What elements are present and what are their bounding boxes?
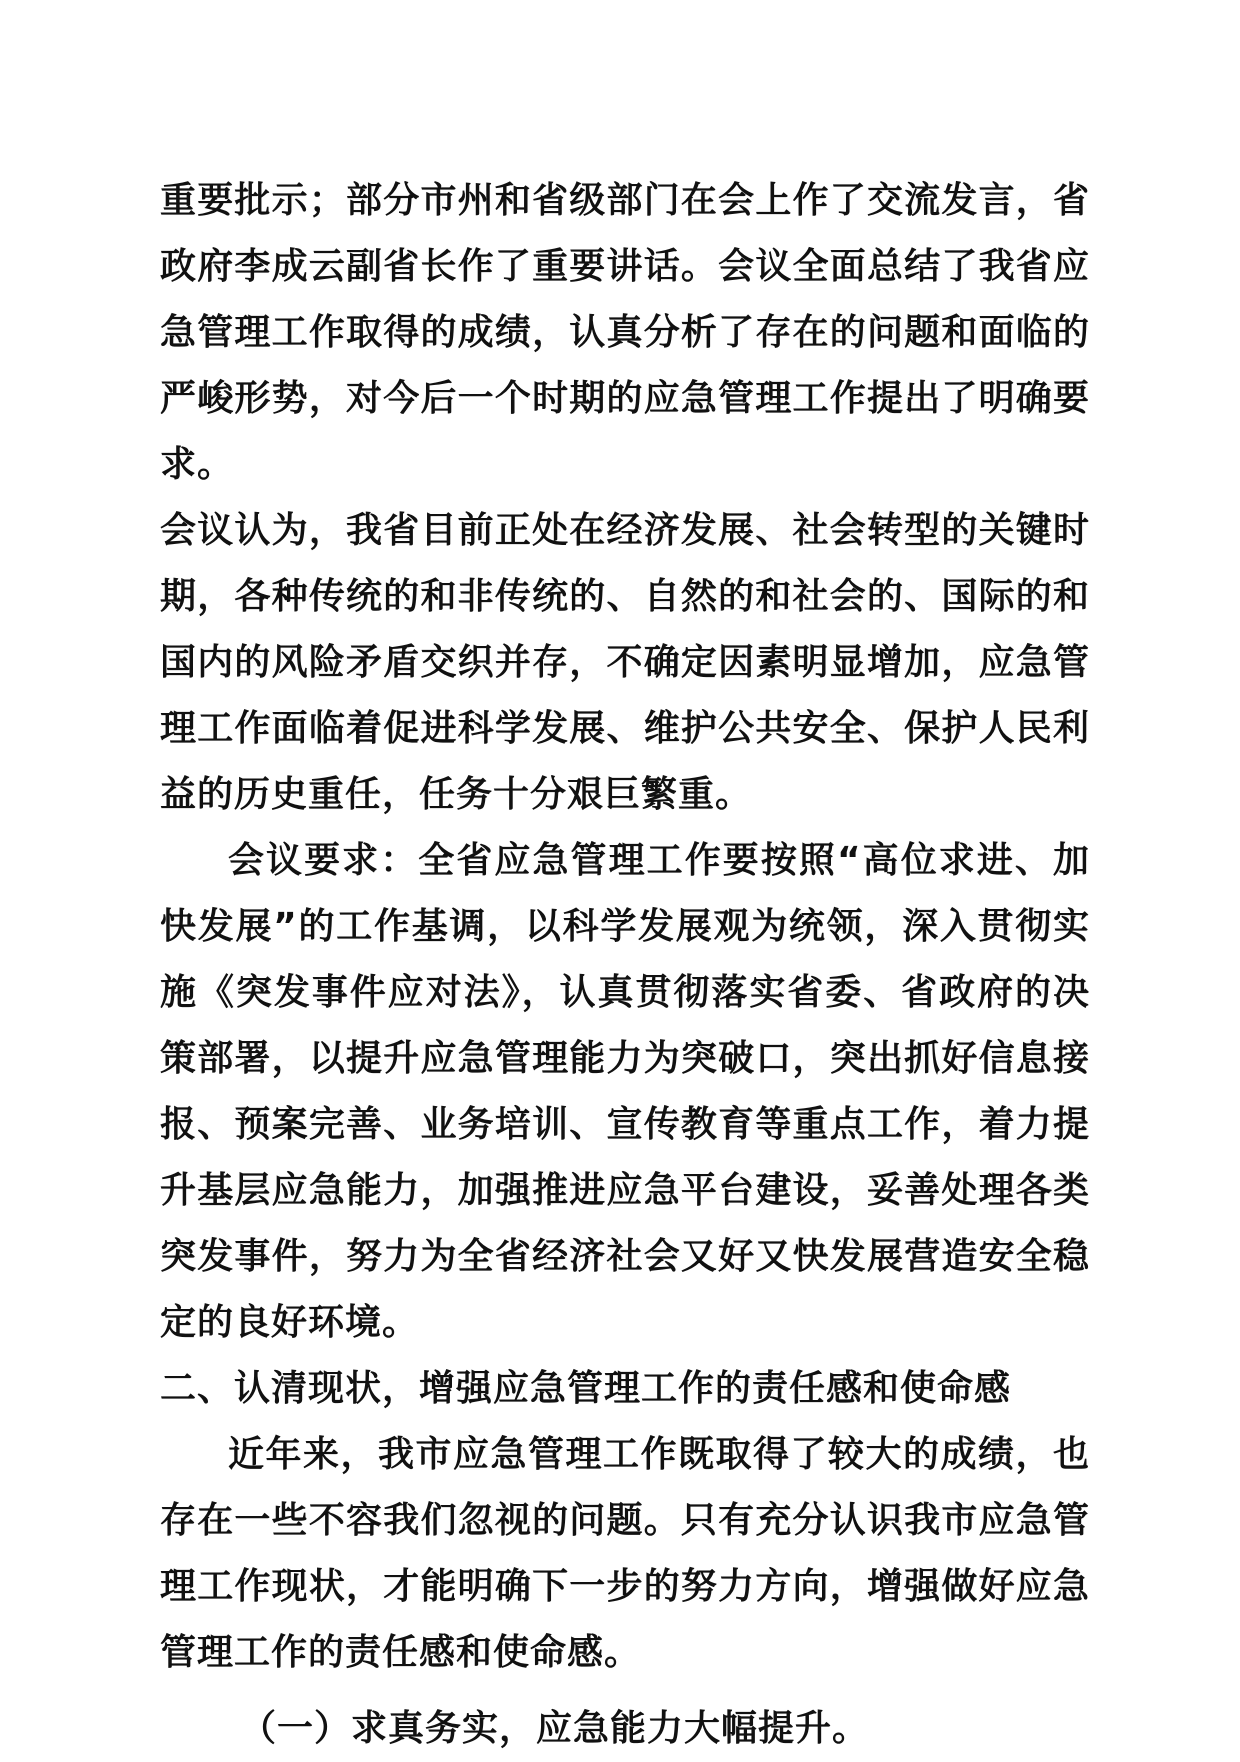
subsection-heading: （一）求真务实，应急能力大幅提升。 [240,1708,870,1749]
section-heading: 二、认清现状，增强应急管理工作的责任感和使命感 [160,1368,1012,1409]
body-paragraph: 会议要求：全省应急管理工作要按照“高位求进、加快发展”的工作基调，以科学发展观为统领，深入贯彻实施《突发事件应对法》，认真贯彻落实省委、省政府的决策部署，以提升应急管理能力为突破口，突出抓好信息接报、预案完善、业务培训、宣传教育等重点工作，着力提升基层应急能力，加强推进应急平台建设，妥善处理各类突发事件，努力为全省经济社会又好又快发展营造安全稳定的良好环境。 [160,840,1090,1343]
body-paragraph: 重要批示；部分市州和省级部门在会上作了交流发言，省政府李成云副省长作了重要讲话。会议全面总结了我省应急管理工作取得的成绩，认真分析了存在的问题和面临的严峻形势，对今后一个时期的应急管理工作提出了明确要求。 [160,180,1090,485]
body-paragraph: 近年来，我市应急管理工作既取得了较大的成绩，也存在一些不容我们忽视的问题。只有充分认识我市应急管理工作现状，才能明确下一步的努力方向，增强做好应急管理工作的责任感和使命感。 [160,1434,1090,1673]
body-paragraph: 会议认为，我省目前正处在经济发展、社会转型的关键时期，各种传统的和非传统的、自然的和社会的、国际的和国内的风险矛盾交织并存，不确定因素明显增加，应急管理工作面临着促进科学发展、维护公共安全、保护人民利益的历史重任，任务十分艰巨繁重。 [160,510,1090,815]
document-body [160,168,1090,1762]
